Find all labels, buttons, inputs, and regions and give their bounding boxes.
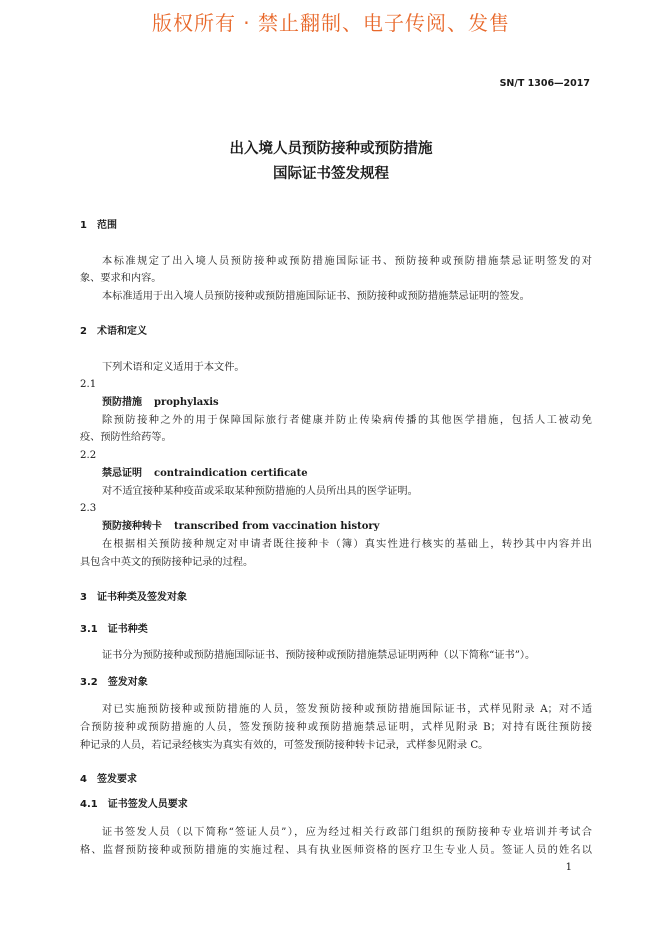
term-2-2-number: 2.2: [80, 450, 97, 461]
document-title-line-1: 出入境人员预防接种或预防措施: [229, 141, 433, 157]
term-2-3-en: transcribed from vaccination history: [174, 521, 380, 532]
term-2-2: [102, 467, 308, 481]
section-1-heading: 1 范围: [80, 220, 117, 231]
section-3-2-line-1: 对已实施预防接种或预防措施的人员，签发预防接种或预防措施国际证书，式样见附录 A；对不适: [102, 704, 592, 715]
term-2-1-cn: 预防措施: [102, 397, 142, 408]
section-3-2-line-2: 合预防接种或预防措施的人员，签发预防接种或预防措施禁忌证明，式样见附录 B；对持有既往预防接: [80, 722, 592, 733]
term-2-3-definition-line-2: 具包含中英文的预防接种记录的过程。: [80, 557, 254, 568]
term-2-2-definition: 对不适宜接种某种疫苗或采取某种预防措施的人员所出具的医学证明。: [102, 486, 418, 497]
section-4-1-line-1: 证书签发人员（以下简称“签证人员”），应为经过相关行政部门组织的预防接种专业培训并考试合: [102, 827, 592, 838]
section-3-1-paragraph: 证书分为预防接种或预防措施国际证书、预防接种或预防措施禁忌证明两种（以下简称“证书”）。: [102, 650, 536, 661]
document-title-line-2: 国际证书签发规程: [273, 166, 389, 182]
term-2-1: [102, 396, 219, 410]
term-2-3: [102, 520, 379, 534]
page-number: 1: [565, 862, 572, 873]
section-4-1-heading: 4.1 证书签发人员要求: [80, 799, 188, 810]
section-1-paragraph-1-line-2: 象、要求和内容。: [80, 273, 162, 284]
section-4-heading: 4 签发要求: [80, 774, 137, 785]
term-2-3-definition-line-1: 在根据相关预防接种规定对申请者既往接种卡（簿）真实性进行核实的基础上，转抄其中内容并出: [102, 539, 592, 550]
term-2-3-number: 2.3: [80, 503, 97, 514]
section-1-paragraph-1-line-1: 本标准规定了出入境人员预防接种或预防措施国际证书、预防接种或预防措施禁忌证明签发的对: [102, 256, 592, 267]
term-2-1-definition-line-1: 除预防接种之外的用于保障国际旅行者健康并防止传染病传播的其他医学措施，包括人工被动免: [102, 415, 592, 426]
section-3-1-heading: 3.1 证书种类: [80, 624, 148, 635]
section-3-2-heading: 3.2 签发对象: [80, 677, 148, 688]
copyright-watermark: 版权所有 · 禁止翻制、电子传阅、发售: [151, 11, 511, 35]
term-2-1-en: prophylaxis: [154, 397, 219, 408]
section-2-intro: 下列术语和定义适用于本文件。: [102, 362, 245, 373]
section-4-1-line-2: 格、监督预防接种或预防措施的实施过程、具有执业医师资格的医疗卫生专业人员。签证人员的姓名以: [80, 845, 592, 856]
section-1-paragraph-2: 本标准适用于出入境人员预防接种或预防措施国际证书、预防接种或预防措施禁忌证明的签发。: [102, 291, 530, 302]
section-3-heading: 3 证书种类及签发对象: [80, 592, 187, 603]
term-2-2-en: contraindication certificate: [154, 468, 308, 479]
standard-code: SN/T 1306—2017: [499, 78, 590, 89]
term-2-1-definition-line-2: 疫、预防性给药等。: [80, 432, 172, 443]
section-3-2-line-3: 种记录的人员，若记录经核实为真实有效的，可签发预防接种转卡记录，式样参见附录 C。: [80, 740, 489, 751]
term-2-1-number: 2.1: [80, 379, 97, 390]
term-2-3-cn: 预防接种转卡: [102, 521, 162, 532]
term-2-2-cn: 禁忌证明: [102, 468, 142, 479]
section-2-heading: 2 术语和定义: [80, 326, 147, 337]
